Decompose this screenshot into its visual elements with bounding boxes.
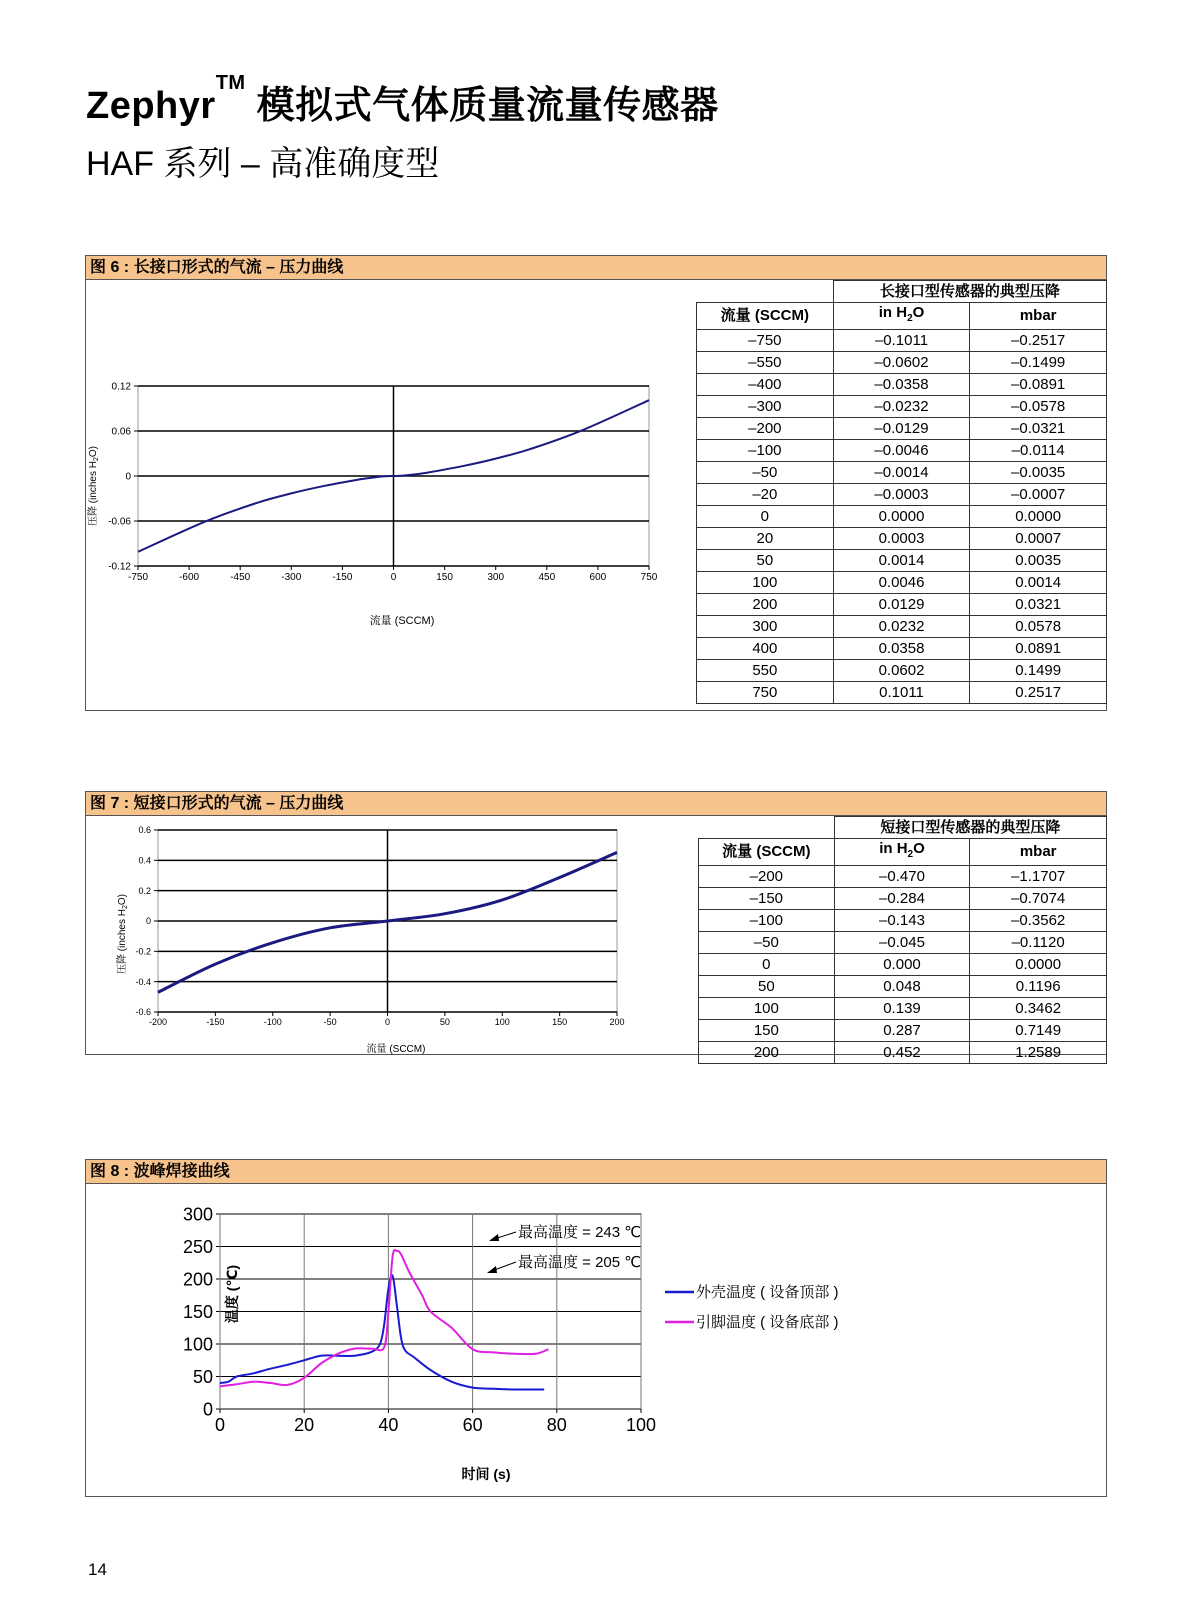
col-mbar: mbar [970,303,1107,330]
table-cell: 0.2517 [970,682,1107,704]
table-cell: 100 [697,572,834,594]
table-row [699,888,1107,910]
table-cell: 1.2589 [970,1042,1107,1064]
chart8-ytick-label: 150 [182,1301,213,1322]
table-cell: –50 [697,462,834,484]
chart7-ylabel: 压降 (inches $H_2O$) [117,893,129,975]
table-cell: –200 [697,418,834,440]
chart7-xlabel: 流量 (SCCM) [366,1044,426,1054]
chart8-legend-label: 外壳温度 ( 设备顶部 ) [696,1284,839,1301]
table-cell: –150 [699,888,835,910]
table-cell: –0.1011 [833,330,970,352]
chart7-ytick-label: -0.6 [135,1007,151,1018]
chart6-xtick-label: -150 [332,572,353,583]
trademark-mark: TM [215,72,246,94]
table-row [697,550,1107,572]
table-cell: –0.7074 [970,888,1107,910]
chart6-xtick-label: 300 [487,572,505,583]
table-row [697,660,1107,682]
table-cell: –0.0578 [970,396,1107,418]
table-cell: 0.0003 [833,528,970,550]
chart6-xtick-label: 600 [589,572,607,583]
table-cell: 0 [697,506,834,528]
table-cell: –50 [699,932,835,954]
table-cell: 300 [697,616,834,638]
figure-6-chart [86,280,686,710]
chart6-xtick-label: 150 [436,572,453,583]
figure-7-table [698,816,1107,1064]
chart6-xtick-label: -600 [179,572,200,583]
table-cell: 0.0000 [970,506,1107,528]
chart8-ytick-label: 100 [182,1334,213,1355]
table-row [699,866,1107,888]
table-row [697,506,1107,528]
chart8-xtick-label: 100 [625,1415,657,1435]
table-cell: 0.0578 [970,616,1107,638]
annotation-243-label: 最高温度 = 243 ℃ [518,1224,642,1241]
table-row [699,910,1107,932]
chart6-ytick-label: -0.12 [108,561,131,573]
table-cell: 550 [697,660,834,682]
chart6-xtick-label: 0 [390,572,397,583]
chart6-ytick-label: 0 [125,471,131,483]
table-cell: 0.0232 [833,616,970,638]
table-cell: –0.3562 [970,910,1107,932]
table-row [697,594,1107,616]
chart6-xtick-label: -450 [230,572,251,583]
table-cell: –100 [697,440,834,462]
table-cell: –0.1499 [970,352,1107,374]
table-cell: –0.0035 [970,462,1107,484]
table-row [697,396,1107,418]
table-cell: –0.470 [834,866,970,888]
chart8-series-line [220,1275,544,1389]
table-cell: 200 [697,594,834,616]
chart8-xlabel: 时间 (s) [461,1466,511,1482]
table-cell: –1.1707 [970,866,1107,888]
table-cell: –750 [697,330,834,352]
figure-8-caption: 图 8 : 波峰焊接曲线 [86,1160,1106,1184]
table-cell: 0.0129 [833,594,970,616]
table-cell: 0.0000 [970,954,1107,976]
table-cell: –200 [699,866,835,888]
table-row [699,998,1107,1020]
chart7-xtick-label: 0 [384,1017,391,1027]
chart7-ytick-label: 0.2 [138,885,151,896]
table-row [697,572,1107,594]
annotation-205-label: 最高温度 = 205 ℃ [518,1254,642,1271]
table-cell: 0.0358 [833,638,970,660]
table-cell: 200 [699,1042,835,1064]
table-cell: 0.139 [834,998,970,1020]
chart8-xtick-label: 80 [546,1415,567,1435]
table-cell: –0.0007 [970,484,1107,506]
table-cell: –0.284 [834,888,970,910]
chart7-ytick-label: 0.4 [138,855,151,866]
table-row [699,1020,1107,1042]
table-cell: 750 [697,682,834,704]
table-cell: 0.000 [834,954,970,976]
table-cell: –100 [699,910,835,932]
table-row [697,484,1107,506]
chart7-xtick-label: 200 [609,1017,625,1027]
figure-6-table [696,280,1107,704]
table-cell: 400 [697,638,834,660]
annotation-205 [487,1253,641,1273]
table-cell: 0.0891 [970,638,1107,660]
table-cell: 0.0046 [833,572,970,594]
table-group-header: 长接口型传感器的典型压降 [833,281,1106,303]
col-inh2o: in $H_2O$ [833,303,970,330]
table-cell: 0.0035 [970,550,1107,572]
table-cell: 50 [699,976,835,998]
chart7-xtick-label: -100 [263,1017,282,1027]
table-cell: 0.0321 [970,594,1107,616]
annotation-243 [489,1223,641,1241]
table-row [697,682,1107,704]
table-cell: –0.0046 [833,440,970,462]
table-cell: –0.0602 [833,352,970,374]
table-cell: 150 [699,1020,835,1042]
chart8-ylabel: 温度 (℃) [224,1264,240,1324]
table-row [699,954,1107,976]
chart7-ytick-label: -0.4 [135,976,151,987]
col-flow: 流量 (SCCM) [697,303,834,330]
table-cell: 0.0007 [970,528,1107,550]
figure-7-panel [85,791,1107,1061]
chart8-ytick-label: 250 [182,1236,213,1257]
table-cell: 0.0014 [970,572,1107,594]
table-row [697,440,1107,462]
table-cell: 0.0602 [833,660,970,682]
figure-7-chart [86,816,696,1054]
table-cell: –0.0358 [833,374,970,396]
col-flow: 流量 (SCCM) [699,839,835,866]
chart7-xtick-label: -50 [323,1017,337,1027]
chart6-xtick-label: 750 [640,572,658,583]
table-row [697,638,1107,660]
chart8-xtick-label: 60 [462,1415,483,1435]
table-row [697,374,1107,396]
table-cell: –400 [697,374,834,396]
table-cell: 0.1196 [970,976,1107,998]
table-cell: 0.0014 [833,550,970,572]
col-inh2o: in $H_2O$ [834,839,970,866]
table-cell: –0.0232 [833,396,970,418]
table-group-header: 短接口型传感器的典型压降 [834,817,1106,839]
table-row [697,330,1107,352]
table-cell: –0.0129 [833,418,970,440]
figure-6-caption: 图 6 : 长接口形式的气流 – 压力曲线 [86,256,1106,280]
chart6-ytick-label: 0.12 [111,381,131,393]
col-mbar: mbar [970,839,1107,866]
table-cell: –0.0891 [970,374,1107,396]
table-cell: 0.287 [834,1020,970,1042]
table-cell: –0.0114 [970,440,1107,462]
chart8-xtick-label: 40 [378,1415,399,1435]
table-cell: 0.048 [834,976,970,998]
table-row [697,616,1107,638]
page-title: Zephyr™ 模拟式气体质量流量传感器 [86,72,719,127]
table-row [697,528,1107,550]
table-cell: 0 [699,954,835,976]
chart6-xlabel: 流量 (SCCM) [369,615,435,627]
table-row [697,418,1107,440]
figure-8-panel [85,1159,1107,1497]
chart6-xtick-label: -300 [281,572,302,583]
table-cell: –0.143 [834,910,970,932]
chart7-xtick-label: -150 [206,1017,225,1027]
table-row [697,352,1107,374]
table-cell: 0.1011 [833,682,970,704]
table-cell: –0.0014 [833,462,970,484]
table-cell: 0.7149 [970,1020,1107,1042]
table-cell: –0.045 [834,932,970,954]
table-cell: 0.0000 [833,506,970,528]
page-number: 14 [88,1560,107,1579]
chart8-xtick-label: 0 [214,1415,226,1435]
chart8-ytick-label: 200 [182,1269,213,1290]
chart6-xtick-label: 450 [538,572,556,583]
figure-6-panel [85,255,1107,711]
table-row [699,976,1107,998]
table-cell: 0.452 [834,1042,970,1064]
table-cell: 0.1499 [970,660,1107,682]
chart6-ylabel: 压降 (inches $H_2O$) [88,445,100,527]
chart6-ytick-label: 0.06 [111,426,131,438]
figure-8-chart [86,1184,1104,1496]
table-cell: 20 [697,528,834,550]
table-cell: 0.3462 [970,998,1107,1020]
table-cell: 50 [697,550,834,572]
table-cell: –0.1120 [970,932,1107,954]
table-row [697,462,1107,484]
page-subtitle: HAF 系列 – 高准确度型 [86,145,440,183]
table-cell: –300 [697,396,834,418]
table-cell: –550 [697,352,834,374]
chart7-ytick-label: 0.6 [138,825,151,836]
chart6-xtick-label: -750 [127,572,149,583]
chart7-ytick-label: 0 [145,916,151,927]
chart6-ytick-label: -0.06 [108,516,131,528]
chart8-ytick-label: 300 [182,1204,213,1225]
figure-7-caption: 图 7 : 短接口形式的气流 – 压力曲线 [86,792,1106,816]
table-row [699,1042,1107,1064]
table-cell: 100 [699,998,835,1020]
chart8-legend-label: 引脚温度 ( 设备底部 ) [696,1314,839,1331]
chart8-ytick-label: 0 [202,1399,213,1420]
chart7-xtick-label: 100 [494,1017,510,1027]
table-cell: –20 [697,484,834,506]
table-cell: –0.2517 [970,330,1107,352]
table-row [699,932,1107,954]
chart7-ytick-label: -0.2 [135,946,151,957]
chart8-ytick-label: 50 [192,1366,213,1387]
chart7-xtick-label: 50 [439,1017,450,1027]
table-cell: –0.0003 [833,484,970,506]
chart7-xtick-label: -200 [148,1017,168,1027]
chart7-xtick-label: 150 [552,1017,568,1027]
table-cell: –0.0321 [970,418,1107,440]
chart8-xtick-label: 20 [294,1415,315,1435]
